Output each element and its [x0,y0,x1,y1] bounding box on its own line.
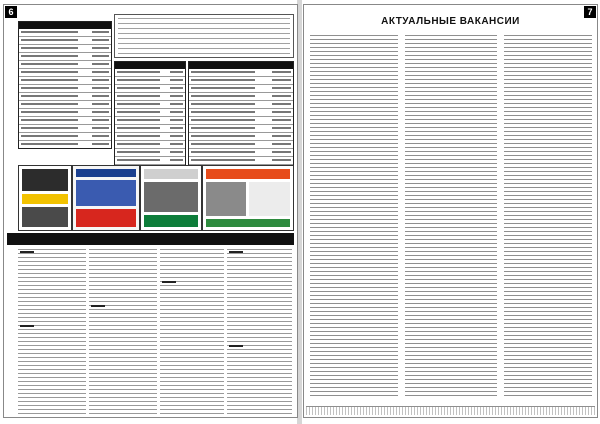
table-row [189,69,293,77]
vacancy-column-2 [405,35,497,399]
ad-photo [206,182,246,216]
table-row [19,93,111,101]
table-row [115,109,185,117]
ad-band [144,215,198,227]
channel-heading [162,281,176,283]
table-row [115,85,185,93]
table-row [19,133,111,141]
channel-heading [91,305,105,307]
table-row [189,125,293,133]
vacancy-column-3 [504,35,592,399]
table-row [19,117,111,125]
channel-heading [20,251,34,253]
table-row [115,101,185,109]
ad-photo [22,169,68,191]
table-row [19,45,111,53]
table-row [19,53,111,61]
table-row [19,109,111,117]
table-row [189,109,293,117]
header-info-box [114,14,294,58]
ad-band [76,209,136,227]
listing-table-left [18,21,112,149]
ad-block-3 [140,165,202,231]
table-header [19,22,111,29]
channel-heading [20,325,34,327]
table-row [115,149,185,157]
table-row [115,141,185,149]
table-row [189,149,293,157]
ad-band [206,219,290,227]
table-row [189,117,293,125]
table-row [189,141,293,149]
ad-block-2 [72,165,140,231]
table-row [115,133,185,141]
table-row [115,69,185,77]
ad-band [206,169,290,179]
ad-band [76,169,136,177]
table-row [115,117,185,125]
table-row [115,93,185,101]
table-row [189,133,293,141]
ad-photo [22,207,68,227]
table-row [189,157,293,165]
header-info-text [118,18,290,54]
channel-heading [229,251,243,253]
table-row [19,125,111,133]
ad-photo [76,180,136,206]
channel-heading [229,345,243,347]
table-row [19,85,111,93]
ad-photo [144,182,198,212]
tv-schedule-column-3 [160,249,224,415]
tv-schedule-column-4 [227,249,292,415]
listing-table-right [188,61,294,173]
table-row [19,69,111,77]
listing-table-middle [114,61,186,173]
page-number-left: 6 [5,6,17,18]
page-footer [306,406,595,415]
table-row [189,93,293,101]
table-row [189,77,293,85]
ad-band [22,194,68,204]
page-left [3,4,298,418]
page-number-right: 7 [584,6,596,18]
page-right [303,4,598,418]
table-header [189,62,293,69]
table-row [19,77,111,85]
section-heading: АКТУАЛЬНЫЕ ВАКАНСИИ [381,16,520,27]
table-row [19,101,111,109]
vacancy-column-1 [310,35,398,399]
table-row [115,157,185,165]
table-row [189,101,293,109]
table-row [19,37,111,45]
table-row [19,29,111,37]
tv-schedule-column-1 [18,249,86,415]
ad-block-4 [202,165,294,231]
table-row [189,85,293,93]
ad-block-1 [18,165,72,231]
ad-text [249,182,290,216]
ad-band [144,169,198,179]
table-row [115,77,185,85]
table-row [19,141,111,149]
tv-schedule-column-2 [89,249,157,415]
table-row [115,125,185,133]
tv-schedule-banner [7,233,294,245]
table-header [115,62,185,69]
table-row [19,61,111,69]
